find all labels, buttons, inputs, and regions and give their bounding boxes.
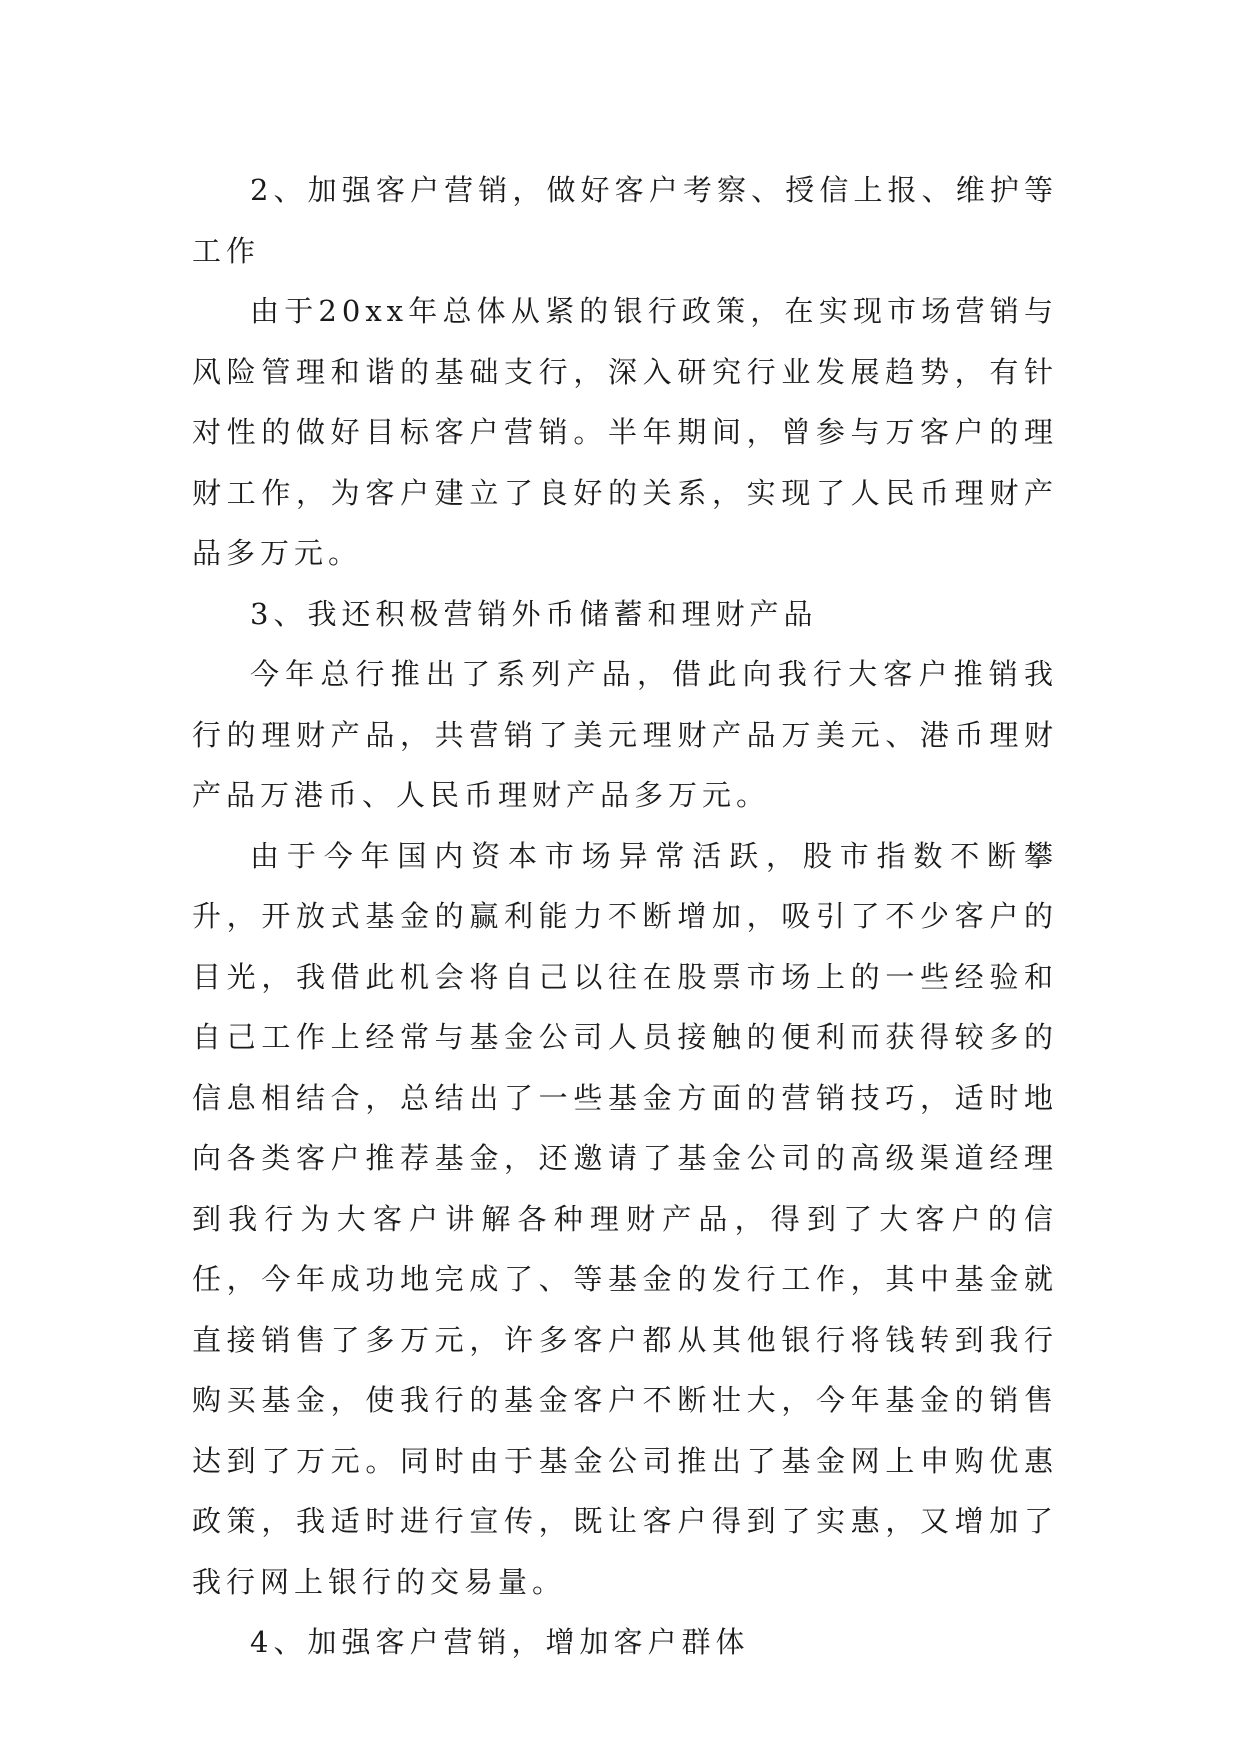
- paragraph: 今年总行推出了系列产品，借此向我行大客户推销我行的理财产品，共营销了美元理财产品万美元、港币理财产品万港币、人民币理财产品多万元。: [192, 657, 1058, 812]
- paragraph: 由于今年国内资本市场异常活跃，股市指数不断攀升，开放式基金的赢利能力不断增加，吸引了不少客户的目光，我借此机会将自己以往在股票市场上的一些经验和自己工作上经常与基金公司人员接触的便利而获得较多的信息相结合，总结出了一些基金方面的营销技巧，适时地向各类客户推荐基金，还邀请了基金公司的高级渠道经理到我行为大客户讲解各种理财产品，得到了大客户的信任，今年成功地完成了、等基金的发行工作，其中基金就直接销售了多万元，许多客户都从其他银行将钱转到我行购买基金，使我行的基金客户不断壮大，今年基金的销售达到了万元。同时由于基金公司推出了基金网上申购优惠政策，我适时进行宣传，既让客户得到了实惠，又增加了我行网上银行的交易量。: [192, 838, 1058, 1599]
- paragraph-heading-4: 4、加强客户营销，增加客户群体: [250, 1625, 750, 1659]
- paragraph: 由于20xx年总体从紧的银行政策，在实现市场营销与风险管理和谐的基础支行，深入研究行业发展趋势，有针对性的做好目标客户营销。半年期间，曾参与万客户的理财工作，为客户建立了良好的关系，实现了人民币理财产品多万元。: [192, 294, 1058, 570]
- document-body: [192, 160, 1058, 1673]
- paragraph-heading-2: 2、加强客户营销，做好客户考察、授信上报、维护等工作: [192, 173, 1058, 268]
- paragraph-heading-3: 3、我还积极营销外币储蓄和理财产品: [250, 596, 818, 631]
